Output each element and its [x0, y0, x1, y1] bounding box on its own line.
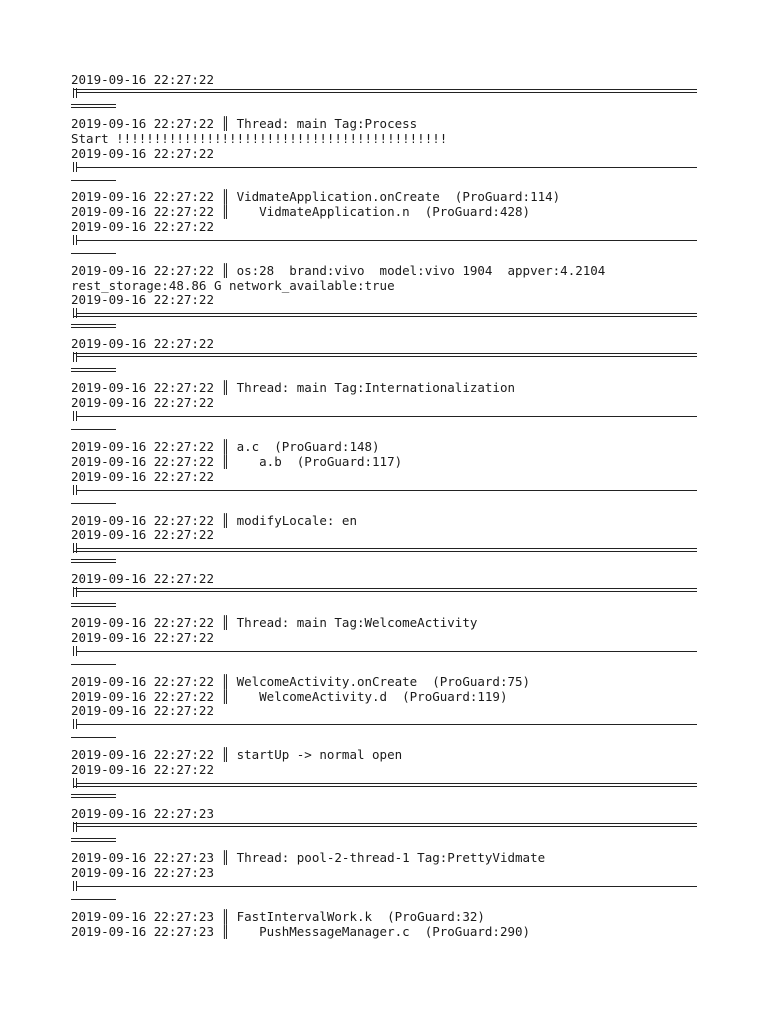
log-line: 2019-09-16 22:27:22 ║ Thread: main Tag:Internationalization	[71, 380, 516, 395]
log-line: 2019-09-16 22:27:22	[71, 762, 214, 777]
box-top-border	[71, 88, 697, 98]
border-wrap-stub	[71, 559, 116, 564]
log-line: 2019-09-16 22:27:23 ║ Thread: pool-2-thread-1 Tag:PrettyVidmate	[71, 850, 546, 865]
log-line: 2019-09-16 22:27:22	[71, 703, 214, 718]
log-line: 2019-09-16 22:27:23	[71, 806, 214, 821]
log-line: rest_storage:48.86 G network_available:true	[71, 278, 395, 293]
box-top-border	[71, 352, 697, 362]
log-line: 2019-09-16 22:27:22 ║ modifyLocale: en	[71, 513, 357, 528]
log-line: 2019-09-16 22:27:22	[71, 292, 214, 307]
box-top-border	[71, 587, 697, 597]
border-wrap-stub	[71, 324, 116, 329]
log-line: 2019-09-16 22:27:22 ║ WelcomeActivity.onCreate (ProGuard:75)	[71, 674, 531, 689]
box-divider	[71, 646, 697, 656]
border-wrap-stub	[71, 735, 116, 740]
log-line: 2019-09-16 22:27:22 ║ Thread: main Tag:WelcomeActivity	[71, 615, 478, 630]
border-wrap-stub	[71, 501, 116, 506]
log-line: 2019-09-16 22:27:22	[71, 219, 214, 234]
border-wrap-stub	[71, 104, 116, 109]
log-line: Start !!!!!!!!!!!!!!!!!!!!!!!!!!!!!!!!!!!!!!!!!!!!	[71, 131, 448, 146]
log-line: 2019-09-16 22:27:22 ║ a.c (ProGuard:148)	[71, 439, 380, 454]
log-line: 2019-09-16 22:27:22	[71, 336, 214, 351]
log-line: 2019-09-16 22:27:22	[71, 395, 214, 410]
box-divider	[71, 162, 697, 172]
log-line: 2019-09-16 22:27:22	[71, 571, 214, 586]
border-wrap-stub	[71, 603, 116, 608]
box-bottom-border	[71, 543, 697, 553]
border-wrap-stub	[71, 662, 116, 667]
border-wrap-stub	[71, 178, 116, 183]
log-line: 2019-09-16 22:27:22 ║ WelcomeActivity.d (ProGuard:119)	[71, 689, 508, 704]
log-line: 2019-09-16 22:27:22	[71, 72, 214, 87]
border-wrap-stub	[71, 427, 116, 432]
border-wrap-stub	[71, 251, 116, 256]
log-line: 2019-09-16 22:27:22	[71, 146, 214, 161]
log-line: 2019-09-16 22:27:22 ║ Thread: main Tag:Process	[71, 116, 418, 131]
box-divider	[71, 411, 697, 421]
log-line: 2019-09-16 22:27:23 ║ FastIntervalWork.k (ProGuard:32)	[71, 909, 485, 924]
box-divider	[71, 881, 697, 891]
log-line: 2019-09-16 22:27:22 ║ VidmateApplication.onCreate (ProGuard:114)	[71, 189, 561, 204]
border-wrap-stub	[71, 897, 116, 902]
box-divider	[71, 485, 697, 495]
log-line: 2019-09-16 22:27:23 ║ PushMessageManager.c (ProGuard:290)	[71, 924, 531, 939]
box-bottom-border	[71, 778, 697, 788]
log-line: 2019-09-16 22:27:22 ║ VidmateApplication.n (ProGuard:428)	[71, 204, 531, 219]
border-wrap-stub	[71, 368, 116, 373]
box-divider	[71, 719, 697, 729]
box-top-border	[71, 822, 697, 832]
log-line: 2019-09-16 22:27:23	[71, 865, 214, 880]
box-bottom-border	[71, 308, 697, 318]
border-wrap-stub	[71, 838, 116, 843]
box-divider	[71, 235, 697, 245]
log-line: 2019-09-16 22:27:22	[71, 527, 214, 542]
border-wrap-stub	[71, 794, 116, 799]
log-line: 2019-09-16 22:27:22	[71, 630, 214, 645]
log-line: 2019-09-16 22:27:22 ║ a.b (ProGuard:117)	[71, 454, 403, 469]
log-line: 2019-09-16 22:27:22 ║ os:28 brand:vivo model:vivo 1904 appver:4.2104	[71, 263, 606, 278]
log-line: 2019-09-16 22:27:22	[71, 469, 214, 484]
log-line: 2019-09-16 22:27:22 ║ startUp -> normal open	[71, 747, 403, 762]
